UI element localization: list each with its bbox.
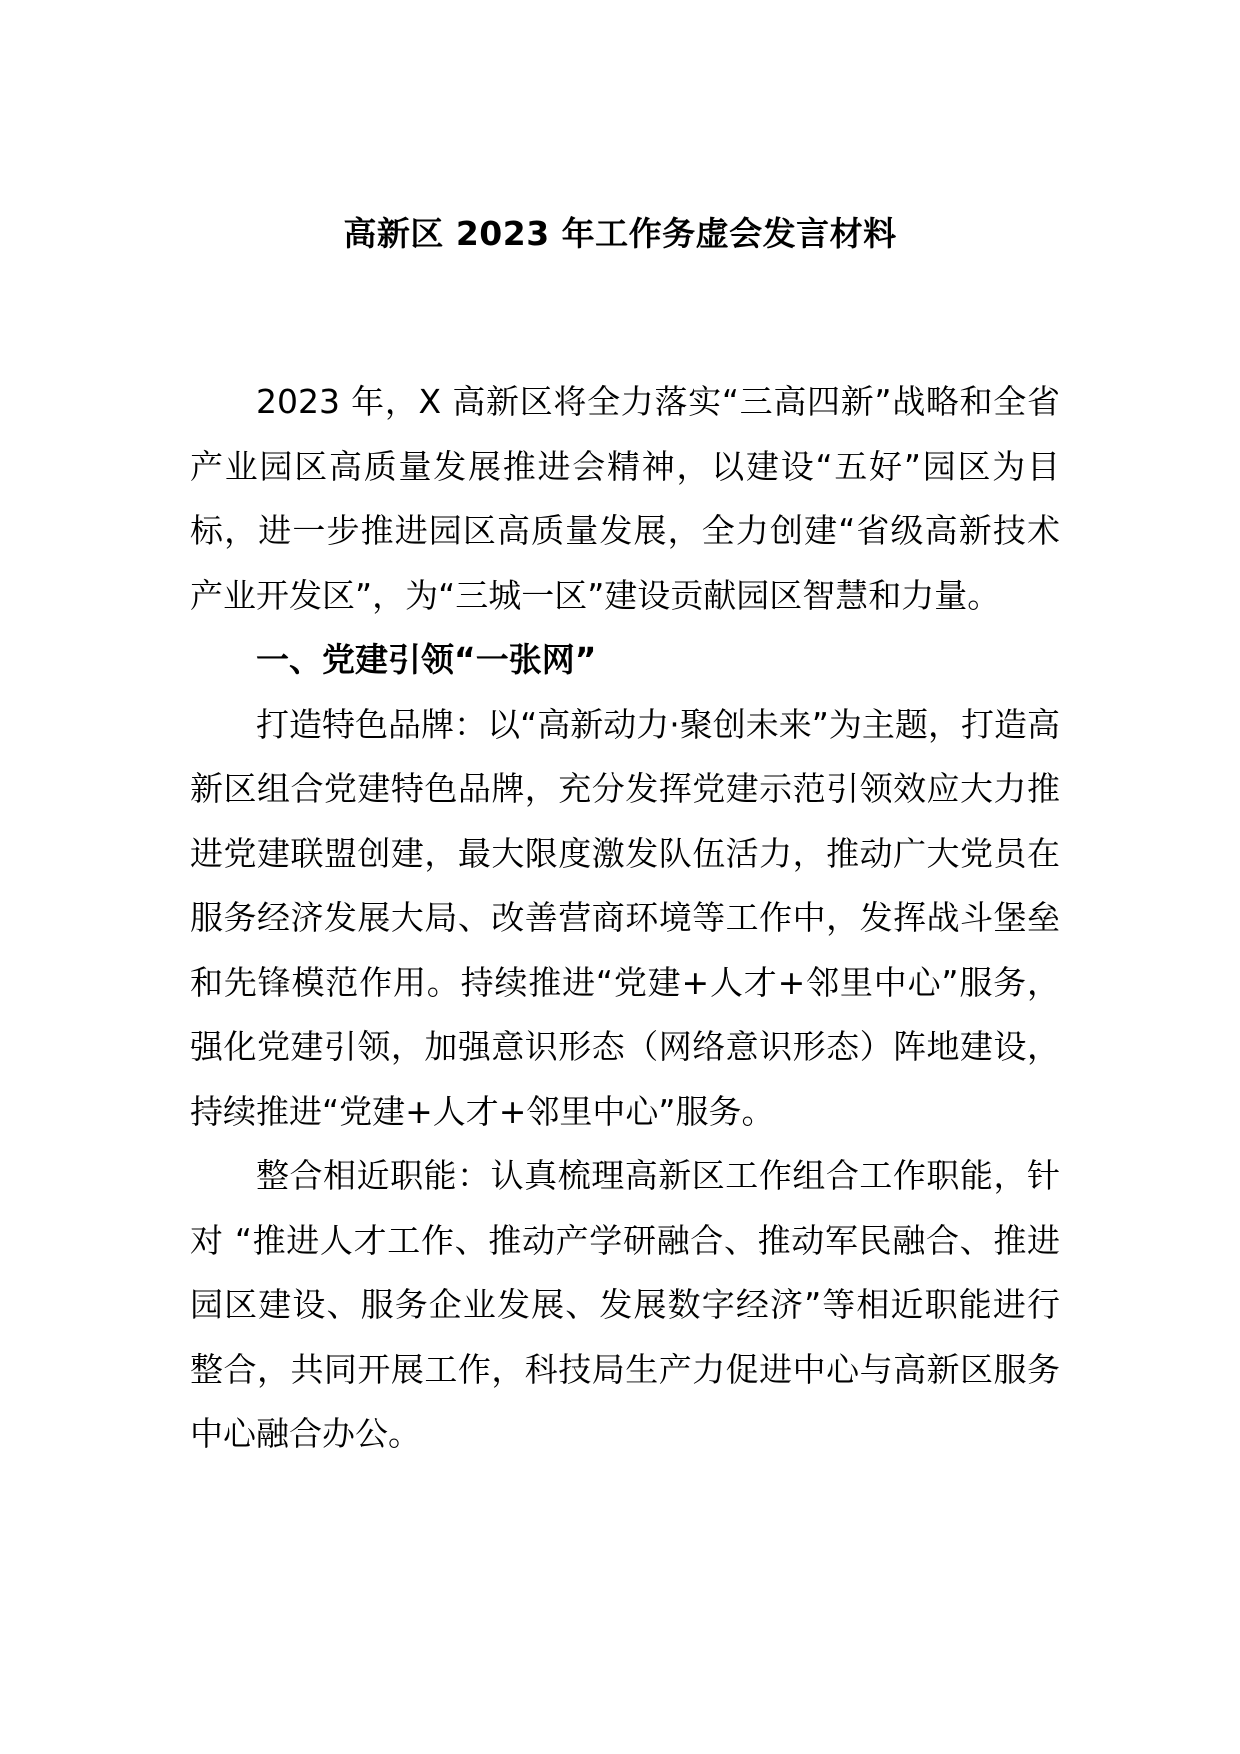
paragraph-integration: 整合相近职能：认真梳理高新区工作组合工作职能，针对 “推进人才工作、推动产学研融合、推动军民融合、推进园区建设、服务企业发展、发展数字经济”等相近职能进行整合，共同开展工作，科技局生产力促进中心与高新区服务中心融合办公。	[190, 1156, 1060, 1453]
paragraph-intro: 2023 年，X 高新区将全力落实“三高四新”战略和全省产业园区高质量发展推进会精神，以建设“五好”园区为目标，进一步推进园区高质量发展，全力创建“省级高新技术产业开发区”，为“三城一区”建设贡献园区智慧和力量。	[190, 382, 1060, 615]
paragraph-brand: 打造特色品牌：以“高新动力·聚创未来”为主题，打造高新区组合党建特色品牌，充分发挥党建示范引领效应大力推进党建联盟创建，最大限度激发队伍活力，推动广大党员在服务经济发展大局、改善营商环境等工作中，发挥战斗堡垒和先锋模范作用。持续推进“党建+人才+邻里中心”服务，强化党建引领，加强意识形态（网络意识形态）阵地建设，持续推进“党建+人才+邻里中心”服务。	[190, 704, 1060, 1131]
document-title: 高新区 2023 年工作务虚会发言材料	[343, 214, 897, 253]
document-body	[190, 370, 1060, 1467]
section-heading-party-building: 一、党建引领“一张网”	[256, 640, 597, 679]
